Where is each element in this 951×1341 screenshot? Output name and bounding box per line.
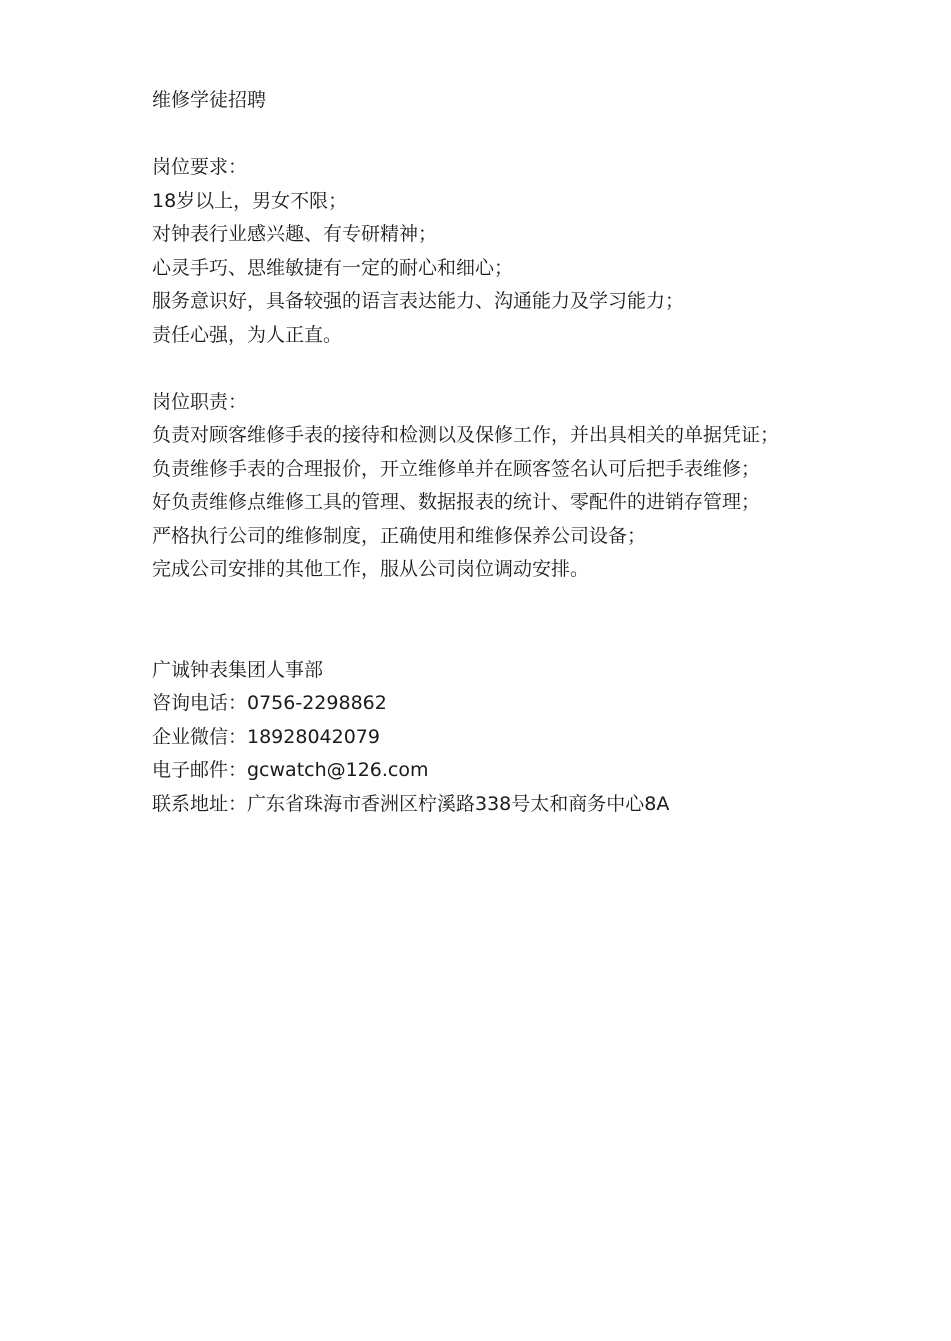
contact-address: 联系地址：广东省珠海市香洲区柠溪路338号太和商务中心8A [152, 792, 670, 815]
spacer [152, 352, 912, 386]
requirement-item: 服务意识好，具备较强的语言表达能力、沟通能力及学习能力； [152, 290, 685, 312]
spacer [152, 587, 912, 654]
duties-heading: 岗位职责： [152, 390, 248, 413]
spacer [152, 118, 912, 152]
requirements-section [152, 151, 912, 352]
requirements-heading: 岗位要求： [152, 156, 248, 178]
requirement-item: 心灵手巧、思维敏捷有一定的耐心和细心； [152, 256, 514, 279]
requirement-item: 18岁以上，男女不限； [152, 189, 348, 212]
contact-phone: 咨询电话：0756-2298862 [152, 692, 387, 714]
document-body [152, 84, 912, 821]
company-name: 广诚钟表集团人事部 [152, 658, 324, 681]
contact-email: 电子邮件：gcwatch@126.com [152, 759, 429, 781]
contact-wechat: 企业微信：18928042079 [152, 725, 380, 748]
requirement-item: 责任心强，为人正直。 [152, 323, 343, 346]
duty-item: 严格执行公司的维修制度，正确使用和维修保养公司设备； [152, 524, 647, 547]
duty-item: 负责对顾客维修手表的接待和检测以及保修工作，并出具相关的单据凭证； [152, 424, 780, 446]
contact-section [152, 654, 912, 822]
duty-item: 好负责维修点维修工具的管理、数据报表的统计、零配件的进销存管理； [152, 491, 761, 513]
duty-item: 负责维修手表的合理报价，开立维修单并在顾客签名认可后把手表维修； [152, 457, 761, 480]
document-title: 维修学徒招聘 [152, 89, 267, 111]
duty-item: 完成公司安排的其他工作，服从公司岗位调动安排。 [152, 558, 590, 580]
requirement-item: 对钟表行业感兴趣、有专研精神； [152, 223, 438, 245]
duties-section [152, 386, 912, 587]
